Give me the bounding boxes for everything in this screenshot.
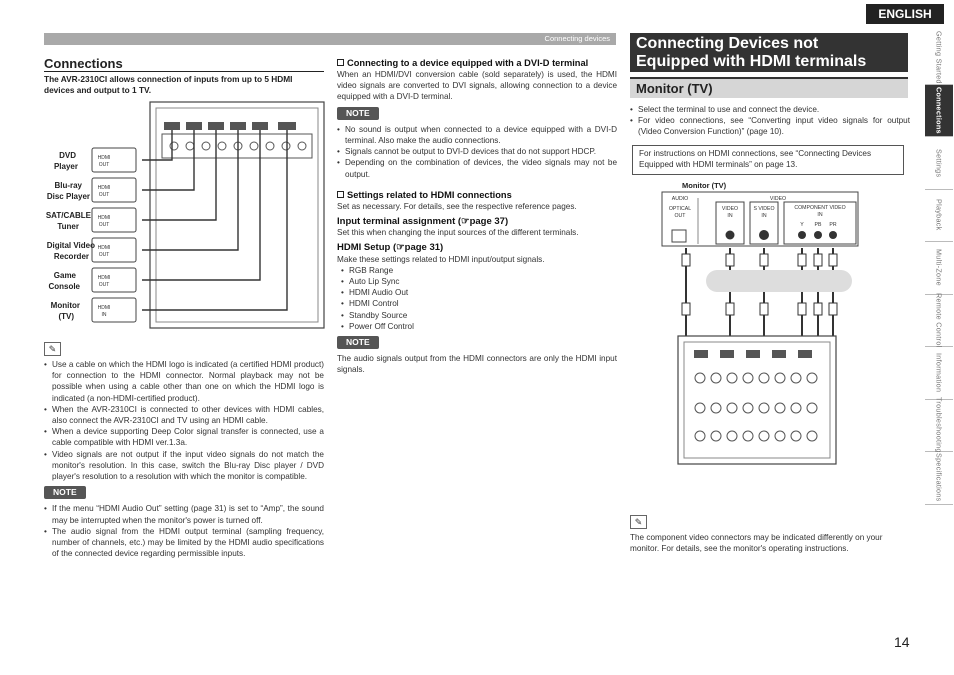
svideo-label: S VIDEO [753,206,775,212]
svideo-label: IN [761,213,767,219]
list-item: • The audio signal from the HDMI output terminal (sampling frequency, number of channels, etc.) may be limited by the HDMI audio specifications of the connected device regarding permissible inputs. [44,526,324,560]
left-notes [44,342,324,559]
monitor-connection-diagram [660,178,860,488]
device-name-line1: DVD [59,151,76,160]
page-ref-icon: ☞ [396,242,405,254]
component-label: COMPONENT VIDEO [794,205,846,211]
device-name-line1: SAT/CABLE [45,211,91,220]
port-label: OUT [98,162,110,168]
hdmi-connection-diagram [44,100,326,330]
settings-heading: Settings related to HDMI connections [337,189,617,201]
list-item: • When the AVR-2310CI is connected to other devices with HDMI cables, also connect the AVR-2310CI and TV using an HDMI cable. [44,404,324,426]
list-item: • RGB Range [337,265,617,276]
notes-list [44,503,324,559]
list-item: • No sound is output when connected to a device equipped with a DVI-D terminal. Also make the audio connections. [337,124,617,146]
list-item: • When a device supporting Deep Color signal transfer is connected, use a cable compatible with HDMI ver.1.3a. [44,426,324,448]
port-label: OUT [98,282,110,288]
title-rule [44,71,324,72]
section-label: Connecting devices [44,33,616,45]
video-label: VIDEO [769,196,787,202]
port-label: OUT [98,252,110,258]
list-item: • If the menu “HDMI Audio Out” setting (page 31) is set to “Amp”, the sound may be interrupted when the monitor's power is turned off. [44,503,324,525]
middle-column [337,57,617,376]
connections-title: Connections [44,56,123,71]
video-in-label: VIDEO [721,206,739,212]
sidebar-item-getting-started[interactable]: Getting Started [925,32,953,85]
port-label: HDMI [97,185,111,191]
list-item: • Video signals are not output if the input video signals do not match the monitor's resolution. In this case, switch the Blu-ray Disc player / DVD player's resolution to a resolution with which the monitor is compatible. [44,449,324,483]
list-item: • Depending on the combination of devices, the video signals may not be output. [337,157,617,179]
pencil-icon: ✎ [630,515,647,529]
list-item: • Use a cable on which the HDMI logo is indicated (a certified HDMI product) for connection to the HDMI connector. Normal playback may not be possible when using a cable other than one on which the HDMI logo is indicated (a non-HDMI-certified product). [44,359,324,404]
sidebar-item-troubleshooting[interactable]: Troubleshooting [925,400,953,453]
pb-label: PB [814,222,822,228]
settings-text: Set as necessary. For details, see the respective reference pages. [337,201,577,211]
port-label: HDMI [97,215,111,221]
page-title: Connecting Devices not Equipped with HDMI terminals [630,33,908,72]
pencil-icon: ✎ [44,342,61,356]
port-label: HDMI [97,275,111,281]
final-note: The audio signals output from the HDMI connectors are only the HDMI input signals. [337,354,617,375]
device-name-line2: (TV) [58,312,74,321]
pr-label: PR [829,222,837,228]
monitor-subtitle: Monitor (TV) [630,77,908,98]
tip-text: The component video connectors may be indicated differently on your monitor. For details, see the monitor's operating instructions. [630,533,883,554]
page-ref-icon: ☞ [461,216,470,228]
dvi-heading: Connecting to a device equipped with a DVI-D terminal [337,57,617,69]
list-item: • HDMI Audio Out [337,287,617,298]
hdmi-setup-heading: HDMI Setup (☞page 31) [337,242,444,254]
sidebar-item-connections[interactable]: Connections [925,85,953,138]
y-label: Y [800,222,804,228]
device-name-line2: Recorder [53,252,89,261]
language-tab[interactable]: ENGLISH [866,4,944,24]
hdmi-setup-text: Make these settings related to HDMI input/output signals. [337,254,545,264]
sidebar-item-multi-zone[interactable]: Multi-Zone [925,242,953,295]
hdmi-setup-list [337,265,617,332]
port-label: OUT [98,222,110,228]
port-label: OUT [98,192,110,198]
list-item: • Select the terminal to use and connect the device. [630,104,910,115]
device-name-line1: Blu-ray [54,181,82,190]
port-label: HDMI [97,305,111,311]
video-in-label: IN [727,213,733,219]
monitor-label: Monitor (TV) [682,181,727,190]
sidebar-item-remote-control[interactable]: Remote Control [925,295,953,348]
port-label: HDMI [97,245,111,251]
component-label: IN [817,212,823,218]
sidebar-item-playback[interactable]: Playback [925,190,953,243]
sidebar-item-settings[interactable]: Settings [925,137,953,190]
note-badge: NOTE [337,336,379,349]
device-name-line2: Console [48,282,80,291]
dvi-text: When an HDMI/DVI conversion cable (sold separately) is used, the HDMI video signals are converted to DVI signals, allowing connection to a device equipped with a DVI-D terminal. [337,70,617,102]
list-item: • HDMI Control [337,298,617,309]
device-name-line2: Disc Player [46,192,90,201]
sidebar-item-information[interactable]: Information [925,347,953,400]
right-tip [630,515,912,554]
input-assign-heading: Input terminal assignment (☞page 37) [337,216,509,228]
optical-label: OPTICAL [668,206,692,212]
checkbox-icon [337,59,344,66]
connections-lead: The AVR-2310CI allows connection of inputs from up to 5 HDMI devices and output to 1 TV. [44,74,293,95]
list-item: • Power Off Control [337,321,617,332]
note-badge: NOTE [337,107,379,120]
checkbox-icon [337,191,344,198]
input-assign-text: Set this when changing the input sources of the different terminals. [337,228,579,238]
device-name-line1: Monitor [50,301,80,310]
device-name-line1: Digital Video [46,241,95,250]
dvi-notes-list [337,124,617,180]
tips-list [44,359,324,482]
list-item: • Signals cannot be output to DVI-D devices that do not support HDCP. [337,146,617,157]
list-item: • Auto Lip Sync [337,276,617,287]
audio-label: AUDIO [671,196,689,202]
port-label: IN [101,312,107,318]
list-item: • Standby Source [337,310,617,321]
device-name-line2: Player [53,162,78,171]
info-box: For instructions on HDMI connections, see “Connecting Devices Equipped with HDMI terminals” on page 13. [632,145,904,175]
chapter-sidebar [925,32,953,505]
page-number: 14 [894,634,910,650]
note-badge: NOTE [44,486,86,499]
optical-label: OUT [674,213,686,219]
right-bullets [630,104,910,138]
device-name-line2: Tuner [57,222,79,231]
list-item: • For video connections, see “Converting input video signals for output (Video Conversion Function)” (page 10). [630,115,910,137]
device-name-line1: Game [53,271,76,280]
sidebar-item-specifications[interactable]: Specifications [925,452,953,505]
port-label: HDMI [97,155,111,161]
